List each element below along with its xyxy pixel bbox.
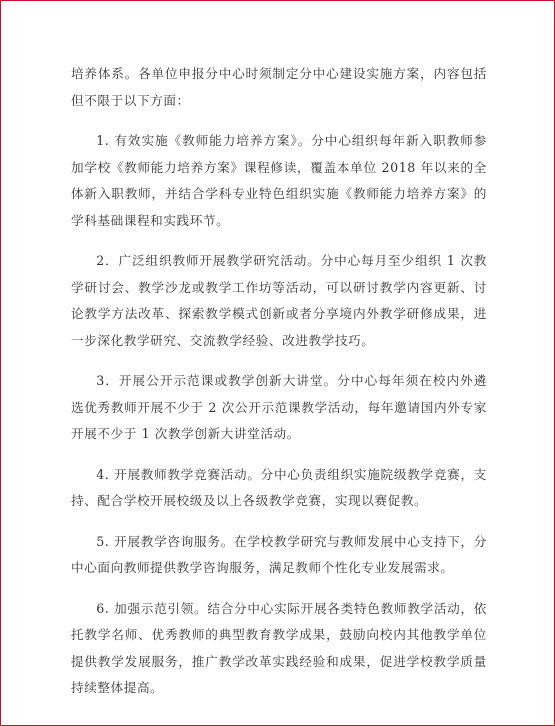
intro-paragraph: 培养体系。各单位申报分中心时须制定分中心建设实施方案，内容包括但不限于以下方面： (71, 66, 487, 108)
item-paragraph-5: 5. 开展教学咨询服务。在学校教学研究与教师发展中心支持下，分中心面向教师提供教学咨询服务，满足教师个性化专业发展需求。 (71, 533, 487, 575)
item-paragraph-2: 2．广泛组织教师开展教学研究活动。分中心每月至少组织 1 次教学研讨会、教学沙龙或教学工作坊等活动，可以研讨教学内容更新、讨论教学方法改革、探索教学模式创新或者分享境内外教学研修成果，进一步深化教学研究、交流教学经验、改进教学技巧。 (71, 253, 487, 348)
document-body (71, 61, 487, 716)
item-paragraph-3: 3．开展公开示范课或教学创新大讲堂。分中心每年须在校内外遴选优秀教师开展不少于 2 次公开示范课教学活动，每年邀请国内外专家开展不少于 1 次教学创新大讲堂活动。 (71, 373, 487, 441)
item-paragraph-1: 1. 有效实施《教师能力培养方案》。分中心组织每年新入职教师参加学校《教师能力培养方案》课程修读，覆盖本单位 2018 年以来的全体新入职教师，并结合学科专业特色组织实施《教师能力培养方案》的学科基础课程和实践环节。 (71, 133, 487, 228)
item-paragraph-6: 6. 加强示范引领。结合分中心实际开展各类特色教师教学活动，依托教学名师、优秀教师的典型教育教学成果，鼓励向校内其他教学单位提供教学发展服务，推广教学改革实践经验和成果，促进学校教学质量持续整体提高。 (71, 600, 487, 695)
item-paragraph-4: 4. 开展教师教学竞赛活动。分中心负责组织实施院级教学竞赛，支持、配合学校开展校级及以上各级教学竞赛，实现以赛促教。 (71, 466, 487, 508)
